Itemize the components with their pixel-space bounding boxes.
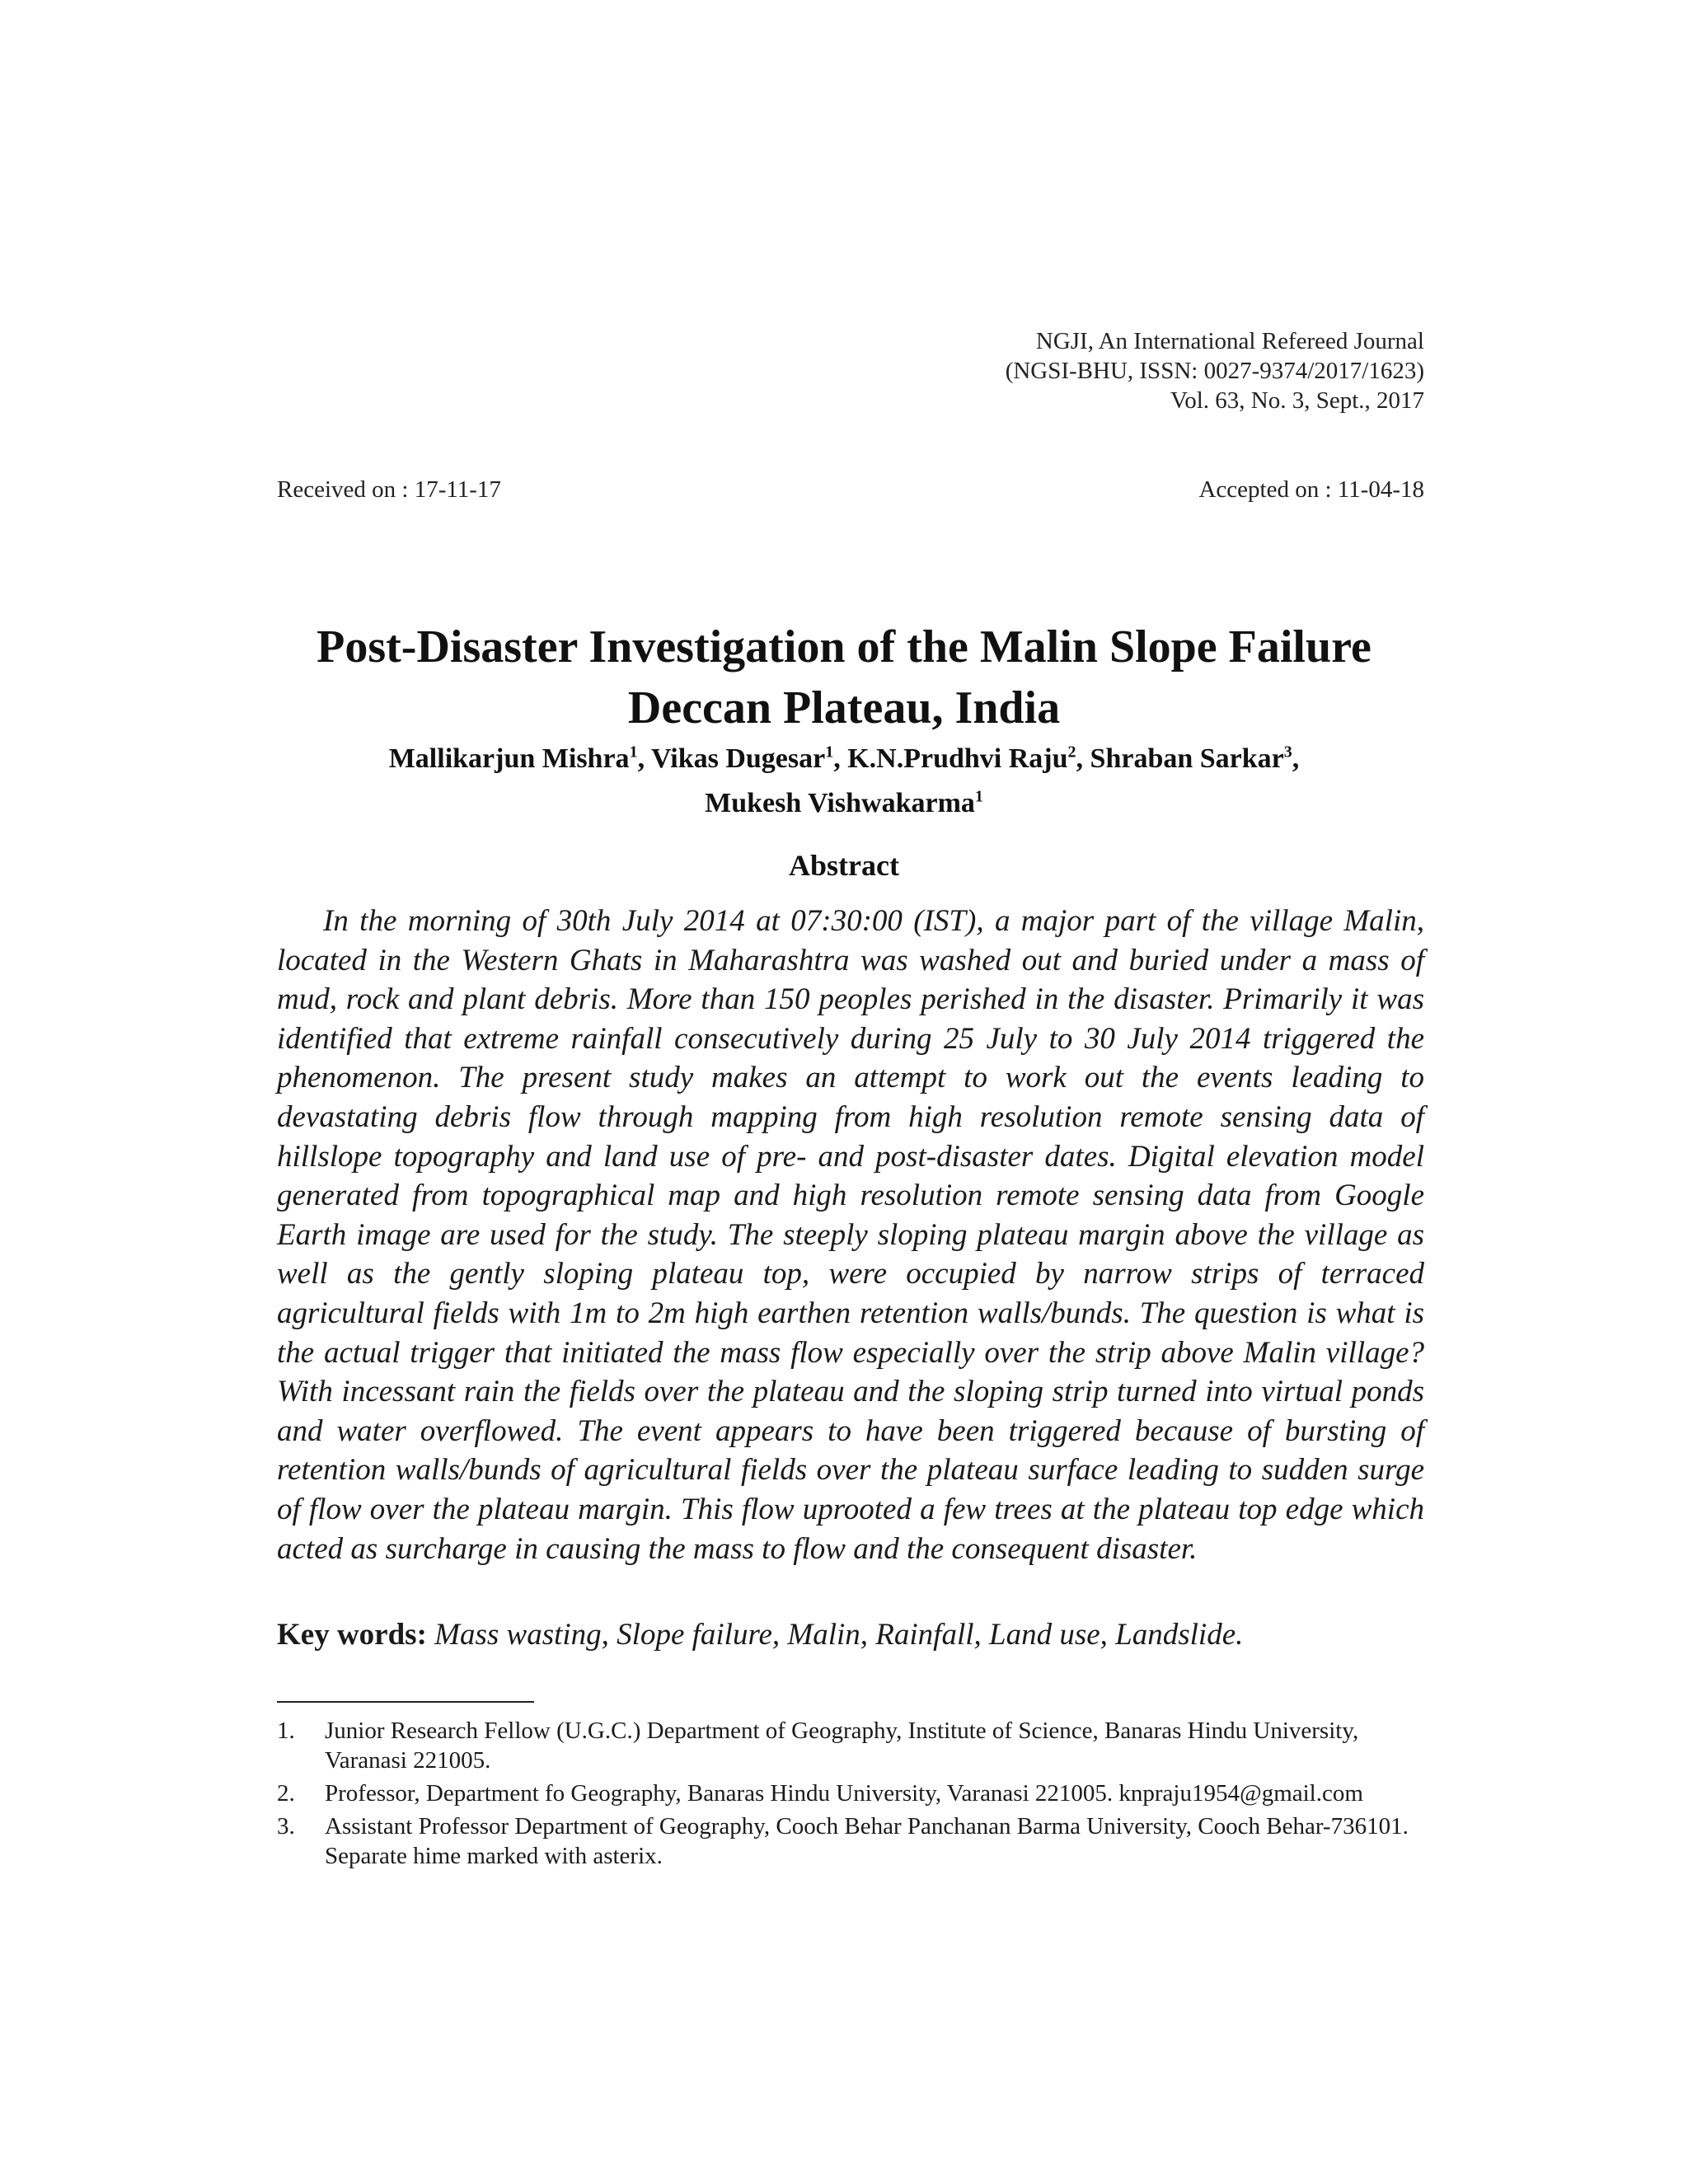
keywords-text: Mass wasting, Slope failure, Malin, Rainfall, Land use, Landslide. [434, 1618, 1244, 1652]
author-list [165, 737, 1523, 826]
footnote-text: Professor, Department fo Geography, Banaras Hindu University, Varanasi 221005. knpraju1954@gmail.com [325, 1780, 1363, 1807]
footnote-item [277, 1716, 1424, 1775]
accepted-date: Accepted on : 11-04-18 [1198, 476, 1424, 503]
journal-volume: Vol. 63, No. 3, Sept., 2017 [1170, 387, 1424, 414]
received-date: Received on : 17-11-17 [277, 476, 501, 503]
journal-info [1006, 326, 1424, 415]
author-name: Vikas Dugesar [650, 743, 826, 774]
author-name: K.N.Prudhvi Raju [847, 743, 1068, 774]
journal-name: NGJI, An International Refereed Journal [1035, 328, 1424, 354]
footnotes [277, 1716, 1424, 1874]
author-affiliation: 1 [825, 743, 834, 762]
journal-issn: (NGSI-BHU, ISSN: 0027-9374/2017/1623) [1005, 358, 1424, 384]
author-name: Shraban Sarkar [1090, 743, 1284, 774]
paper-title-line-1: Post-Disaster Investigation of the Malin Slope Failure [316, 621, 1372, 673]
author-affiliation: 3 [1283, 743, 1292, 762]
footnote-item [277, 1811, 1424, 1871]
author-affiliation: 1 [974, 787, 983, 806]
footnote-number: 3. [277, 1813, 295, 1840]
paper-title-line-2: Deccan Plateau, India [627, 682, 1061, 733]
author-affiliation: 2 [1067, 743, 1076, 762]
author-line-1: Mallikarjun Mishra$^1$, Vikas Dugesar$^1$, K.N.Prudhvi Raju$^2$, Shraban Sarkar$^3$, [388, 743, 1300, 774]
author-line-2 [165, 781, 1523, 826]
author-name: Mallikarjun Mishra [388, 743, 630, 774]
footnote-item [277, 1779, 1424, 1808]
author-affiliation: 1 [629, 743, 638, 762]
footnote-text: Assistant Professor Department of Geography, Cooch Behar Panchanan Barma University, Cooch Behar-736101. Separate hime marked with asterix. [325, 1813, 1409, 1869]
footnote-divider [277, 1701, 534, 1703]
paper-title [165, 616, 1523, 738]
abstract-heading: Abstract [789, 849, 899, 882]
abstract-text: In the morning of 30th July 2014 at 07:30:00 (IST), a major part of the village Malin, located in the Western Ghats in Maharashtra was washed out and buried under a mass of mud, rock and plant debris. More than 150 peoples perished in the disaster. Primarily it was identified that extreme rainfall consecutively during 25 July to 30 July 2014 triggered the phenomenon. The present study makes an attempt to work out the events leading to devastating debris flow through mapping from high resolution remote sensing data of hillslope topography and land use of pre- and post-disaster dates. Digital elevation model generated from topographical map and high resolution remote sensing data from Google Earth image are used for the study. The steeply sloping plateau margin above the village as well as the gently sloping plateau top, were occupied by narrow strips of terraced agricultural fields with 1m to 2m high earthen retention walls/bunds. The question is what is the actual trigger that initiated the mass flow especially over the strip above Malin village? With incessant rain the fields over the plateau and the sloping strip turned into virtual ponds and water overflowed. The event appears to have been triggered because of bursting of retention walls/bunds of agricultural fields over the plateau surface leading to sudden surge of flow over the plateau margin. This flow uprooted a few trees at the plateau top edge which acted as surcharge in causing the mass to flow and the consequent disaster. [277, 904, 1424, 1566]
footnote-number: 1. [277, 1718, 295, 1744]
keywords-label: Key words: [277, 1618, 427, 1652]
footnote-text: Junior Research Fellow (U.G.C.) Department of Geography, Institute of Science, Banaras Hindu University, Varanasi 221005. [325, 1718, 1359, 1774]
keywords [277, 1615, 1424, 1655]
author-name: Mukesh Vishwakarma [705, 788, 975, 818]
footnote-number: 2. [277, 1780, 295, 1807]
